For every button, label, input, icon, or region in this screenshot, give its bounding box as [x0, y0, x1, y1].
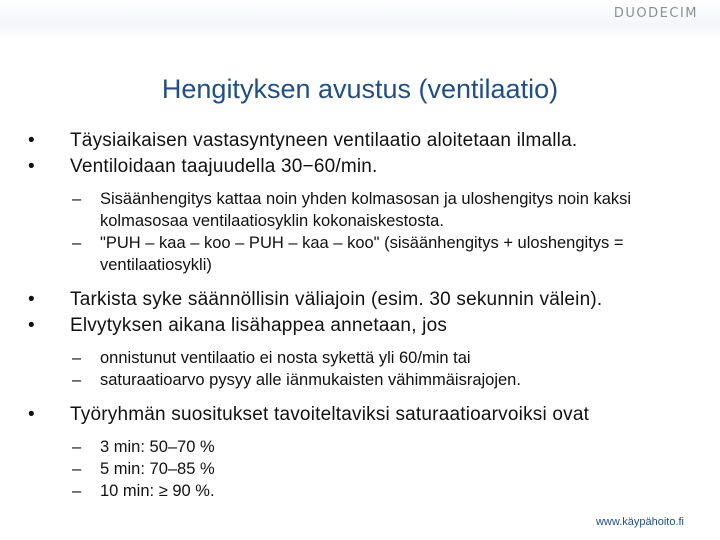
bullet-item — [28, 154, 700, 180]
dash-icon: – — [72, 371, 82, 389]
dash-icon: – — [72, 460, 82, 478]
sub-text: "PUH – kaa – koo – PUH – kaa – koo" (sisäänhengitys + uloshengitys = ventilaatiosykli) — [100, 234, 624, 274]
bullet-text: Ventiloidaan taajuudella 30−60/min. — [70, 156, 378, 177]
bullet-item — [28, 287, 700, 313]
sub-text: Sisäänhengitys kattaa noin yhden kolmasosan ja uloshengitys noin kaksi kolmasosaa ventilaatiosyklin kokonaiskestosta. — [100, 190, 632, 230]
footer-website-link[interactable]: www.käypähoito.fi — [595, 516, 684, 528]
dash-icon: – — [72, 482, 82, 500]
sub-item — [28, 347, 640, 369]
sub-item — [28, 232, 640, 276]
bullet-item — [28, 402, 700, 428]
sub-item — [28, 369, 640, 391]
bullet-item — [28, 128, 700, 154]
sub-text: 3 min: 50–70 % — [100, 438, 215, 456]
dash-icon: – — [72, 438, 82, 456]
header-band — [0, 0, 720, 40]
bullet-text: Täysiaikaisen vastasyntyneen ventilaatio aloitetaan ilmalla. — [70, 130, 578, 151]
bullet-icon: • — [28, 289, 35, 310]
dash-icon: – — [72, 234, 82, 252]
bullet-item — [28, 313, 700, 339]
bullet-text: Elvytyksen aikana lisähappea annetaan, jos — [70, 315, 448, 336]
sub-item — [28, 458, 520, 480]
bullet-text: Työryhmän suositukset tavoiteltaviksi saturaatioarvoiksi ovat — [70, 404, 590, 425]
slide-title: Hengityksen avustus (ventilaatio) — [161, 74, 559, 104]
sub-item — [28, 436, 520, 458]
sub-item — [28, 188, 640, 232]
slide-content — [28, 128, 700, 502]
sub-text: saturaatioarvo pysyy alle iänmukaisten vähimmäisrajojen. — [100, 371, 521, 389]
sub-text: 5 min: 70–85 % — [100, 460, 215, 478]
sub-item — [28, 480, 520, 502]
bullet-icon: • — [28, 404, 35, 425]
duodecim-logo: DUODECIM — [613, 6, 698, 21]
bullet-icon: • — [28, 156, 35, 177]
sub-text: 10 min: ≥ 90 %. — [100, 482, 215, 500]
bullet-text: Tarkista syke säännöllisin väliajoin (esim. 30 sekunnin välein). — [70, 289, 603, 310]
dash-icon: – — [72, 349, 82, 367]
bullet-icon: • — [28, 130, 35, 151]
sub-text: onnistunut ventilaatio ei nosta sykettä yli 60/min tai — [100, 349, 471, 367]
dash-icon: – — [72, 190, 82, 208]
bullet-icon: • — [28, 315, 35, 336]
